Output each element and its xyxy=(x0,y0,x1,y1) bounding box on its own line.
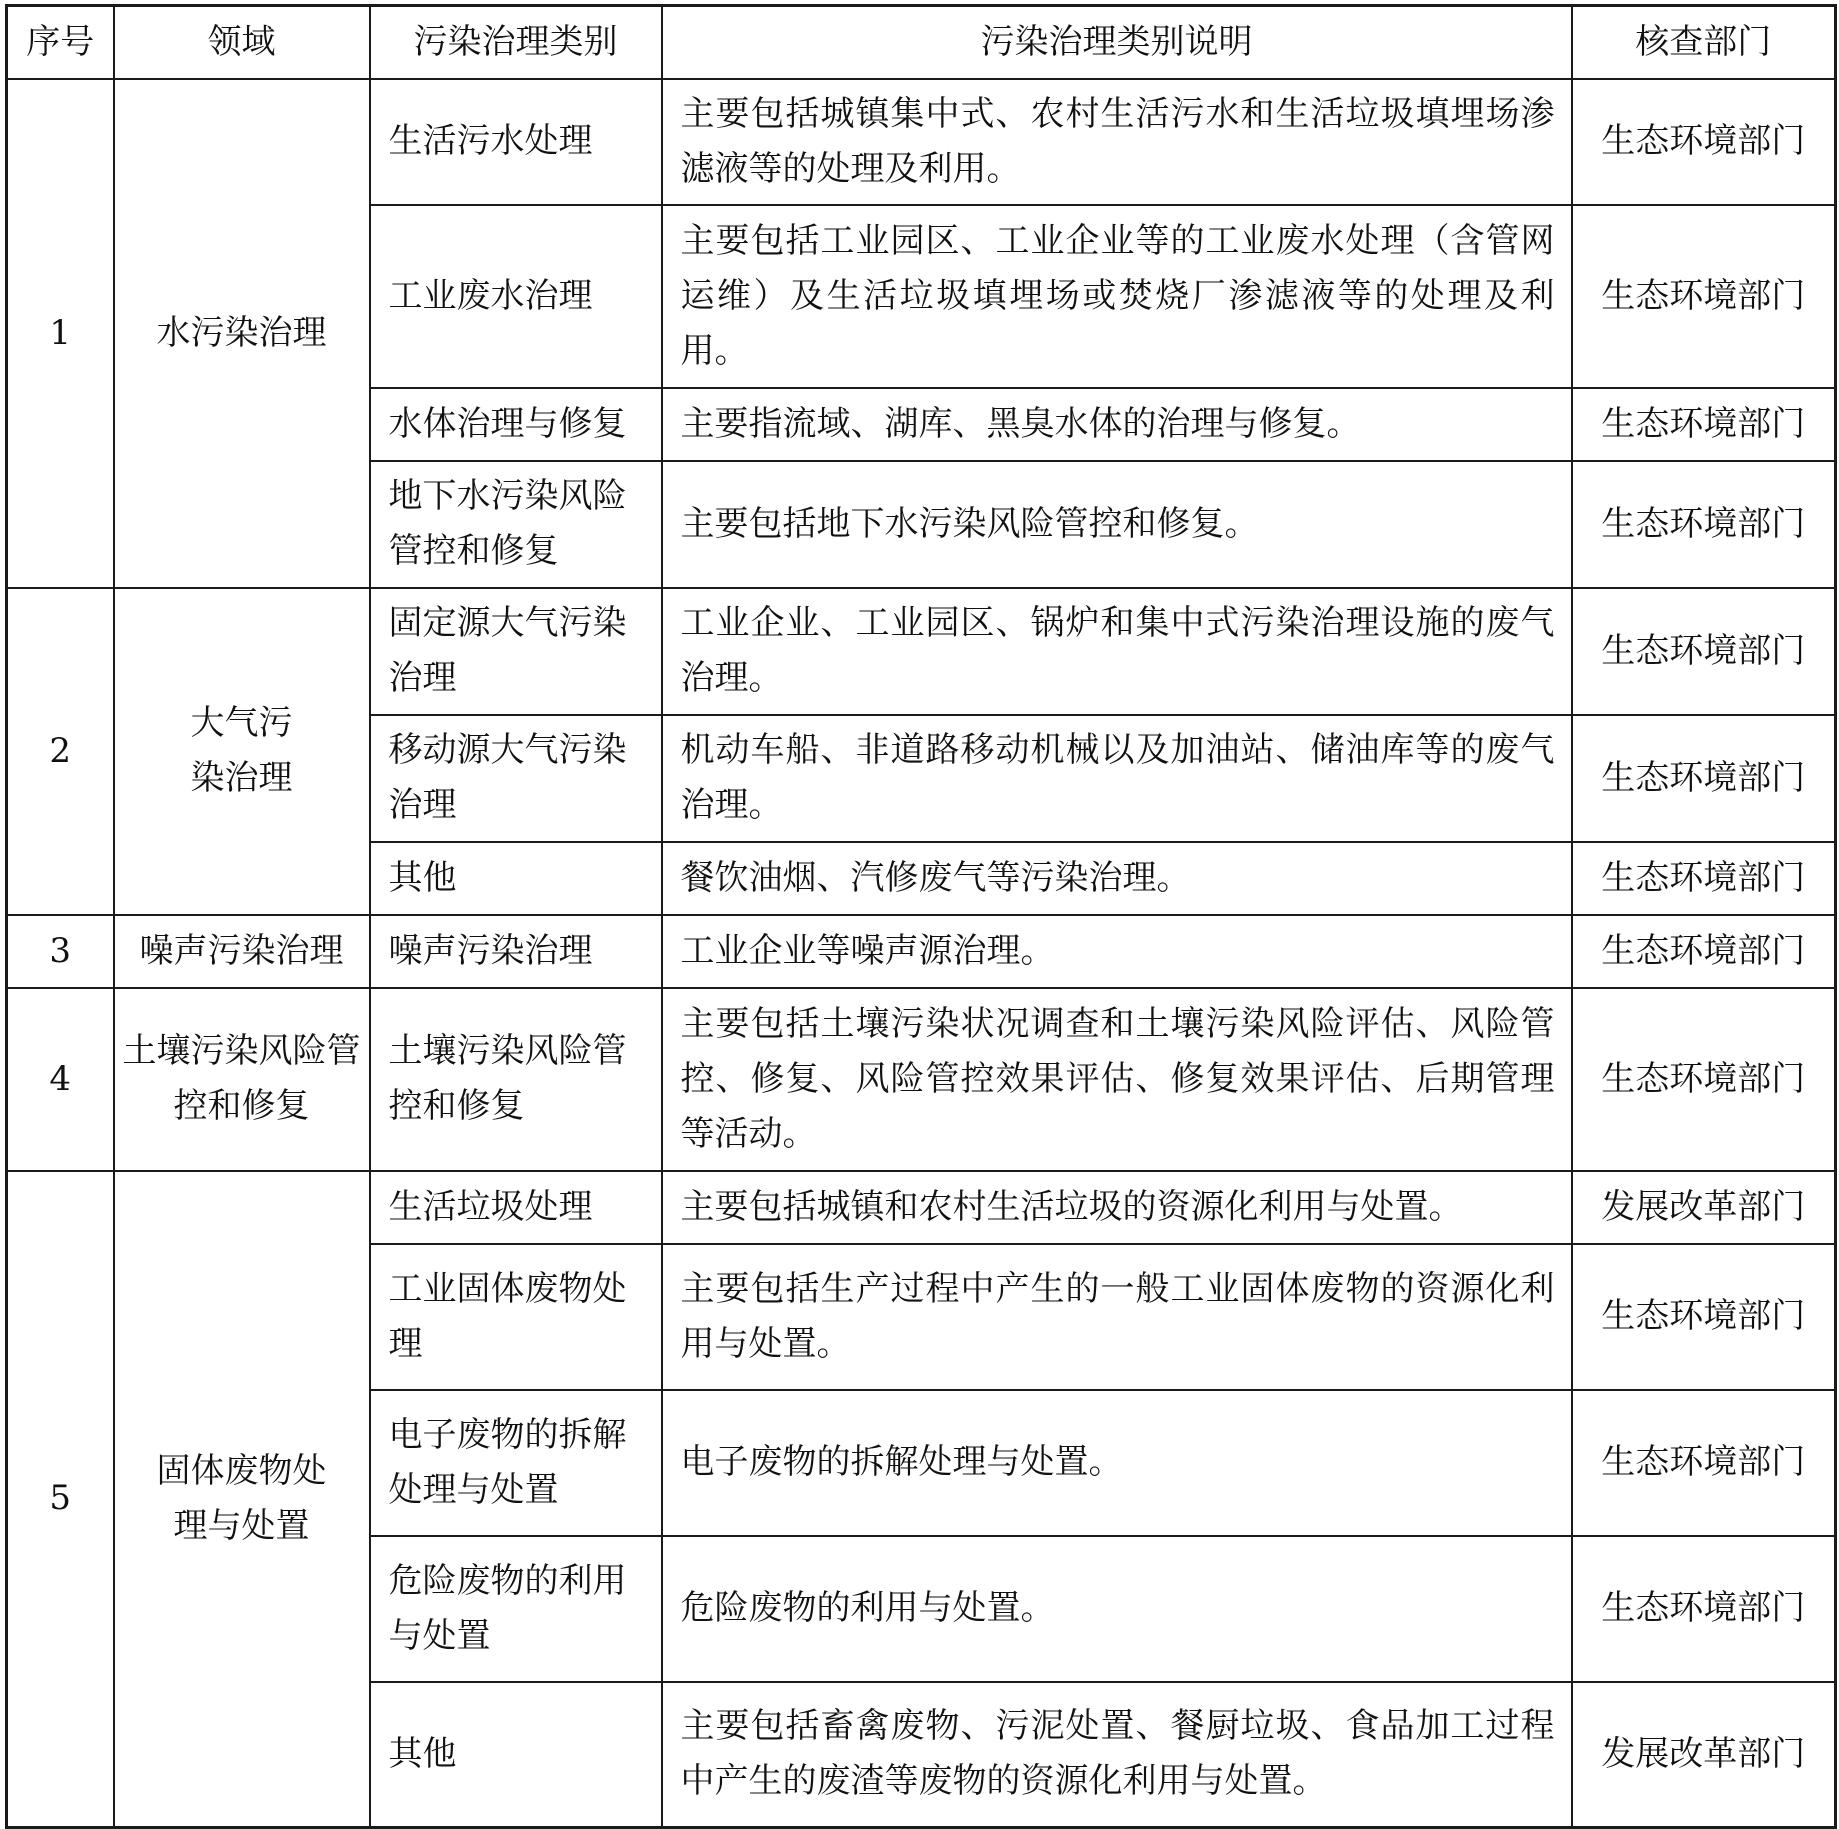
category-cell: 电子废物的拆解处理与处置 xyxy=(370,1390,662,1536)
field-cell: 固体废物处理与处置 xyxy=(114,1171,370,1828)
row-number: 2 xyxy=(7,588,114,915)
category-cell: 危险废物的利用与处置 xyxy=(370,1536,662,1682)
description-cell: 主要包括地下水污染风险管控和修复。 xyxy=(662,461,1572,588)
pollution-control-table xyxy=(5,4,1837,1829)
field-cell: 噪声污染治理 xyxy=(114,915,370,988)
department-cell: 生态环境部门 xyxy=(1572,1536,1836,1682)
description-cell: 主要包括生产过程中产生的一般工业固体废物的资源化利用与处置。 xyxy=(662,1244,1572,1390)
department-cell: 生态环境部门 xyxy=(1572,461,1836,588)
field-cell: 大气污染治理 xyxy=(114,588,370,915)
table-row xyxy=(7,988,1836,1171)
header-row xyxy=(7,6,1836,79)
department-cell: 生态环境部门 xyxy=(1572,79,1836,205)
category-cell: 固定源大气污染治理 xyxy=(370,588,662,715)
category-cell: 噪声污染治理 xyxy=(370,915,662,988)
row-number: 1 xyxy=(7,79,114,588)
category-cell: 其他 xyxy=(370,1682,662,1828)
row-number: 4 xyxy=(7,988,114,1171)
description-cell: 主要包括畜禽废物、污泥处置、餐厨垃圾、食品加工过程中产生的废渣等废物的资源化利用与处置。 xyxy=(662,1682,1572,1828)
department-cell: 生态环境部门 xyxy=(1572,388,1836,461)
table-row xyxy=(7,915,1836,988)
table-row xyxy=(7,588,1836,715)
category-cell: 生活污水处理 xyxy=(370,79,662,205)
description-cell: 危险废物的利用与处置。 xyxy=(662,1536,1572,1682)
row-number: 3 xyxy=(7,915,114,988)
category-cell: 工业废水治理 xyxy=(370,205,662,388)
category-cell: 土壤污染风险管控和修复 xyxy=(370,988,662,1171)
department-cell: 发展改革部门 xyxy=(1572,1682,1836,1828)
description-cell: 工业企业等噪声源治理。 xyxy=(662,915,1572,988)
description-cell: 主要指流域、湖库、黑臭水体的治理与修复。 xyxy=(662,388,1572,461)
description-cell: 主要包括工业园区、工业企业等的工业废水处理（含管网运维）及生活垃圾填埋场或焚烧厂渗滤液等的处理及利用。 xyxy=(662,205,1572,388)
description-cell: 工业企业、工业园区、锅炉和集中式污染治理设施的废气治理。 xyxy=(662,588,1572,715)
description-cell: 机动车船、非道路移动机械以及加油站、储油库等的废气治理。 xyxy=(662,715,1572,842)
department-cell: 发展改革部门 xyxy=(1572,1171,1836,1244)
department-cell: 生态环境部门 xyxy=(1572,588,1836,715)
field-cell: 水污染治理 xyxy=(114,79,370,588)
category-cell: 其他 xyxy=(370,842,662,915)
department-cell: 生态环境部门 xyxy=(1572,988,1836,1171)
table-row xyxy=(7,1171,1836,1244)
department-cell: 生态环境部门 xyxy=(1572,715,1836,842)
description-cell: 餐饮油烟、汽修废气等污染治理。 xyxy=(662,842,1572,915)
header-department: 核查部门 xyxy=(1572,6,1836,79)
department-cell: 生态环境部门 xyxy=(1572,842,1836,915)
department-cell: 生态环境部门 xyxy=(1572,1244,1836,1390)
category-cell: 地下水污染风险管控和修复 xyxy=(370,461,662,588)
table-row xyxy=(7,79,1836,205)
header-description: 污染治理类别说明 xyxy=(662,6,1572,79)
description-cell: 主要包括城镇和农村生活垃圾的资源化利用与处置。 xyxy=(662,1171,1572,1244)
description-cell: 主要包括土壤污染状况调查和土壤污染风险评估、风险管控、修复、风险管控效果评估、修复效果评估、后期管理等活动。 xyxy=(662,988,1572,1171)
category-cell: 生活垃圾处理 xyxy=(370,1171,662,1244)
category-cell: 移动源大气污染治理 xyxy=(370,715,662,842)
department-cell: 生态环境部门 xyxy=(1572,915,1836,988)
header-num: 序号 xyxy=(7,6,114,79)
description-cell: 主要包括城镇集中式、农村生活污水和生活垃圾填埋场渗滤液等的处理及利用。 xyxy=(662,79,1572,205)
description-cell: 电子废物的拆解处理与处置。 xyxy=(662,1390,1572,1536)
department-cell: 生态环境部门 xyxy=(1572,1390,1836,1536)
category-cell: 工业固体废物处理 xyxy=(370,1244,662,1390)
field-cell: 土壤污染风险管控和修复 xyxy=(114,988,370,1171)
department-cell: 生态环境部门 xyxy=(1572,205,1836,388)
row-number: 5 xyxy=(7,1171,114,1828)
category-cell: 水体治理与修复 xyxy=(370,388,662,461)
header-field: 领域 xyxy=(114,6,370,79)
header-category: 污染治理类别 xyxy=(370,6,662,79)
